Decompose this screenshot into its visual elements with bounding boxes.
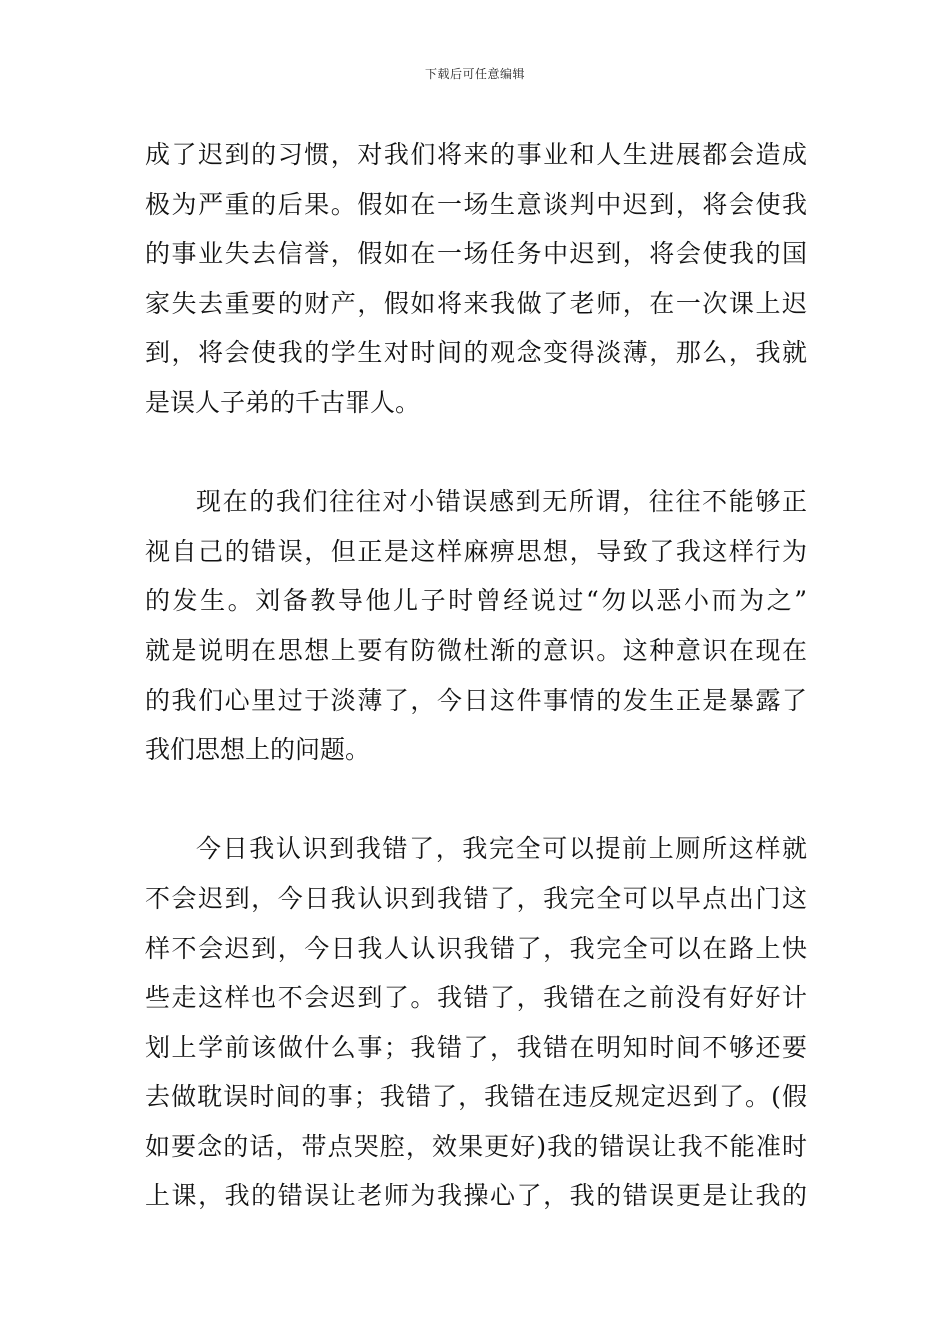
- text-line: 我们思想上的问题。: [145, 735, 371, 765]
- text-line: 上课，我的错误让老师为我操心了，我的错误更是让我的: [145, 1181, 807, 1211]
- text-line: 今日我认识到我错了，我完全可以提前上厕所这样就: [196, 834, 807, 864]
- page-header: 下载后可任意编辑: [424, 67, 525, 81]
- paragraph-1: [145, 130, 807, 428]
- text-line: 成了迟到的习惯，对我们将来的事业和人生进展都会造成: [145, 140, 807, 169]
- text-line: 是误人子弟的千古罪人。: [145, 387, 421, 417]
- text-line: 不会迟到，今日我认识到我错了，我完全可以早点出门这: [145, 883, 807, 913]
- text-line: 如要念的话，带点哭腔，效果更好)我的错误让我不能准时: [145, 1131, 807, 1161]
- text-line: 视自己的错误，但正是这样麻痹思想，导致了我这样行为: [145, 536, 807, 566]
- text-line: 划上学前该做什么事；我错了，我错在明知时间不够还要: [145, 1032, 807, 1062]
- paragraph-2: [145, 477, 807, 775]
- paragraph-gap: [145, 428, 807, 478]
- text-line: 样不会迟到，今日我人认识我错了，我完全可以在路上快: [145, 933, 807, 963]
- paragraph-3: [145, 824, 807, 1221]
- document-body: [145, 130, 807, 1221]
- paragraph-gap: [145, 775, 807, 825]
- text-line: 现在的我们往往对小错误感到无所谓，往往不能够正: [196, 487, 807, 517]
- text-line: 的事业失去信誉，假如在一场任务中迟到，将会使我的国: [145, 239, 807, 269]
- text-line: 的发生。刘备教导他儿子时曾经说过“勿以恶小而为之”: [145, 586, 807, 616]
- text-line: 家失去重要的财产，假如将来我做了老师，在一次课上迟: [145, 288, 807, 318]
- text-line: 极为严重的后果。假如在一场生意谈判中迟到，将会使我: [145, 189, 807, 219]
- text-line: 到，将会使我的学生对时间的观念变得淡薄，那么，我就: [145, 338, 807, 368]
- text-line: 的我们心里过于淡薄了，今日这件事情的发生正是暴露了: [145, 685, 807, 715]
- text-line: 些走这样也不会迟到了。我错了，我错在之前没有好好计: [145, 983, 807, 1013]
- text-line: 就是说明在思想上要有防微杜渐的意识。这种意识在现在: [145, 635, 807, 665]
- text-line: 去做耽误时间的事；我错了，我错在违反规定迟到了。(假: [145, 1082, 807, 1112]
